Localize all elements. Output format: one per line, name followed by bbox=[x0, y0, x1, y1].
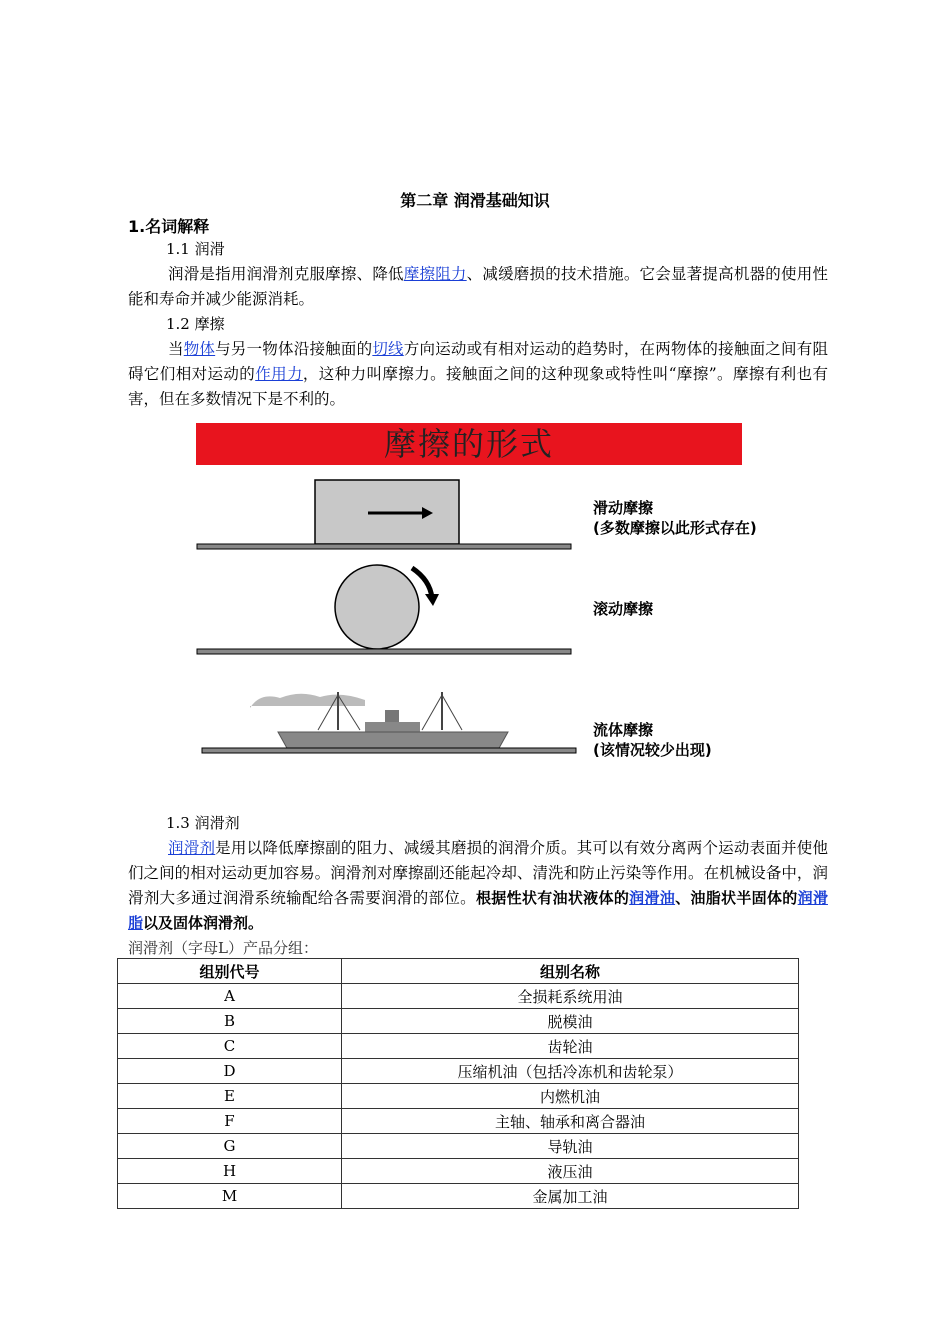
link-tangent[interactable]: 切线 bbox=[372, 340, 404, 358]
group-code: M bbox=[118, 1184, 342, 1209]
table-row bbox=[118, 1159, 799, 1184]
group-name: 导轨油 bbox=[342, 1134, 799, 1159]
text: 与另一物体沿接触面的 bbox=[215, 340, 373, 358]
group-name: 压缩机油（包括冷冻机和齿轮泵） bbox=[342, 1059, 799, 1084]
column-header-code: 组别代号 bbox=[118, 959, 342, 984]
link-grease[interactable]: 润滑脂 bbox=[128, 889, 828, 932]
table-caption: 润滑剂（字母L）产品分组： bbox=[128, 939, 318, 957]
table-row bbox=[118, 1109, 799, 1134]
ship-icon bbox=[278, 732, 508, 750]
link-lubricating-oil[interactable]: 润滑油 bbox=[629, 889, 676, 907]
fluid-note: (该情况较少出现) bbox=[593, 741, 712, 759]
sliding-friction-label bbox=[593, 498, 757, 538]
smoke-icon bbox=[250, 694, 365, 708]
table-header-row bbox=[118, 959, 799, 984]
group-name: 脱模油 bbox=[342, 1009, 799, 1034]
subsection-heading-friction: 1.2 摩擦 bbox=[166, 315, 225, 333]
group-code: F bbox=[118, 1109, 342, 1134]
text: 当 bbox=[168, 340, 184, 358]
column-header-name: 组别名称 bbox=[342, 959, 799, 984]
rolling-ball bbox=[335, 565, 419, 649]
table-row bbox=[118, 1009, 799, 1034]
ship-rigging bbox=[442, 695, 462, 730]
friction-forms-banner bbox=[196, 423, 742, 465]
fluid-surface bbox=[202, 748, 576, 753]
link-friction-resistance[interactable]: 摩擦阻力 bbox=[403, 265, 467, 283]
text: 是用以降低摩擦副的阻力、减缓其磨损的润滑介质。其可以有效分离两个运动表面并使他们之间的相对运动更加容易。润滑剂对摩擦副还能起冷却、清洗和防止污染等作用。在机械设备中，润滑剂大多通过润滑系统输配给各需要润滑的部位。 bbox=[128, 839, 828, 907]
ship-rigging bbox=[422, 695, 442, 730]
group-code: E bbox=[118, 1084, 342, 1109]
group-code: C bbox=[118, 1034, 342, 1059]
group-name: 齿轮油 bbox=[342, 1034, 799, 1059]
group-code: B bbox=[118, 1009, 342, 1034]
group-name: 全损耗系统用油 bbox=[342, 984, 799, 1009]
group-code: G bbox=[118, 1134, 342, 1159]
chapter-title: 第二章 润滑基础知识 bbox=[400, 191, 550, 210]
section-heading: 1.名词解释 bbox=[128, 217, 210, 236]
text: 润滑是指用润滑剂克服摩擦、降低 bbox=[168, 265, 404, 283]
rolling-surface bbox=[197, 649, 571, 654]
paragraph-lubrication bbox=[128, 262, 828, 312]
sliding-note: (多数摩擦以此形式存在) bbox=[593, 519, 757, 537]
group-name: 内燃机油 bbox=[342, 1084, 799, 1109]
rotation-arrow-head bbox=[425, 594, 439, 606]
sliding-label: 滑动摩擦 bbox=[593, 499, 654, 517]
link-force[interactable]: 作用力 bbox=[255, 365, 303, 383]
subsection-heading-lubricant: 1.3 润滑剂 bbox=[166, 814, 240, 832]
link-object[interactable]: 物体 bbox=[183, 340, 216, 358]
paragraph-friction bbox=[128, 337, 828, 412]
rolling-friction-label: 滚动摩擦 bbox=[593, 600, 654, 618]
group-code: D bbox=[118, 1059, 342, 1084]
table-row bbox=[118, 1134, 799, 1159]
table-row bbox=[118, 1059, 799, 1084]
group-name: 金属加工油 bbox=[342, 1184, 799, 1209]
fluid-friction-label bbox=[593, 720, 712, 760]
banner-title: 摩擦的形式 bbox=[383, 425, 554, 463]
table-row bbox=[118, 1084, 799, 1109]
link-lubricant[interactable]: 润滑剂 bbox=[168, 839, 216, 857]
table-row bbox=[118, 1184, 799, 1209]
text: 以及固体润滑剂。 bbox=[143, 914, 264, 932]
product-group-table bbox=[117, 958, 799, 1209]
subsection-heading-lubrication: 1.1 润滑 bbox=[166, 240, 225, 258]
sliding-surface bbox=[197, 544, 571, 549]
table-row bbox=[118, 1034, 799, 1059]
group-code: A bbox=[118, 984, 342, 1009]
friction-diagram bbox=[190, 470, 590, 770]
text: ，这种力叫摩擦力。接触面之间的这种现象或特性叫“摩擦”。摩擦有利也有害，但在多数情况下是不利的。 bbox=[128, 365, 828, 408]
group-name: 液压油 bbox=[342, 1159, 799, 1184]
text: 、油脂状半固体的 bbox=[675, 889, 798, 907]
text: 方向运动或有相对运动的趋势时，在两物体的接触面之间有阻碍它们相对运动的 bbox=[128, 340, 828, 383]
table-row bbox=[118, 984, 799, 1009]
text: 根据性状有油状液体的 bbox=[475, 889, 630, 907]
group-name: 主轴、轴承和离合器油 bbox=[342, 1109, 799, 1134]
paragraph-lubricant bbox=[128, 836, 828, 936]
fluid-label: 流体摩擦 bbox=[593, 721, 654, 739]
group-code: H bbox=[118, 1159, 342, 1184]
text: 、减缓磨损的技术措施。它会显著提高机器的使用性能和寿命并减少能源消耗。 bbox=[128, 265, 828, 308]
